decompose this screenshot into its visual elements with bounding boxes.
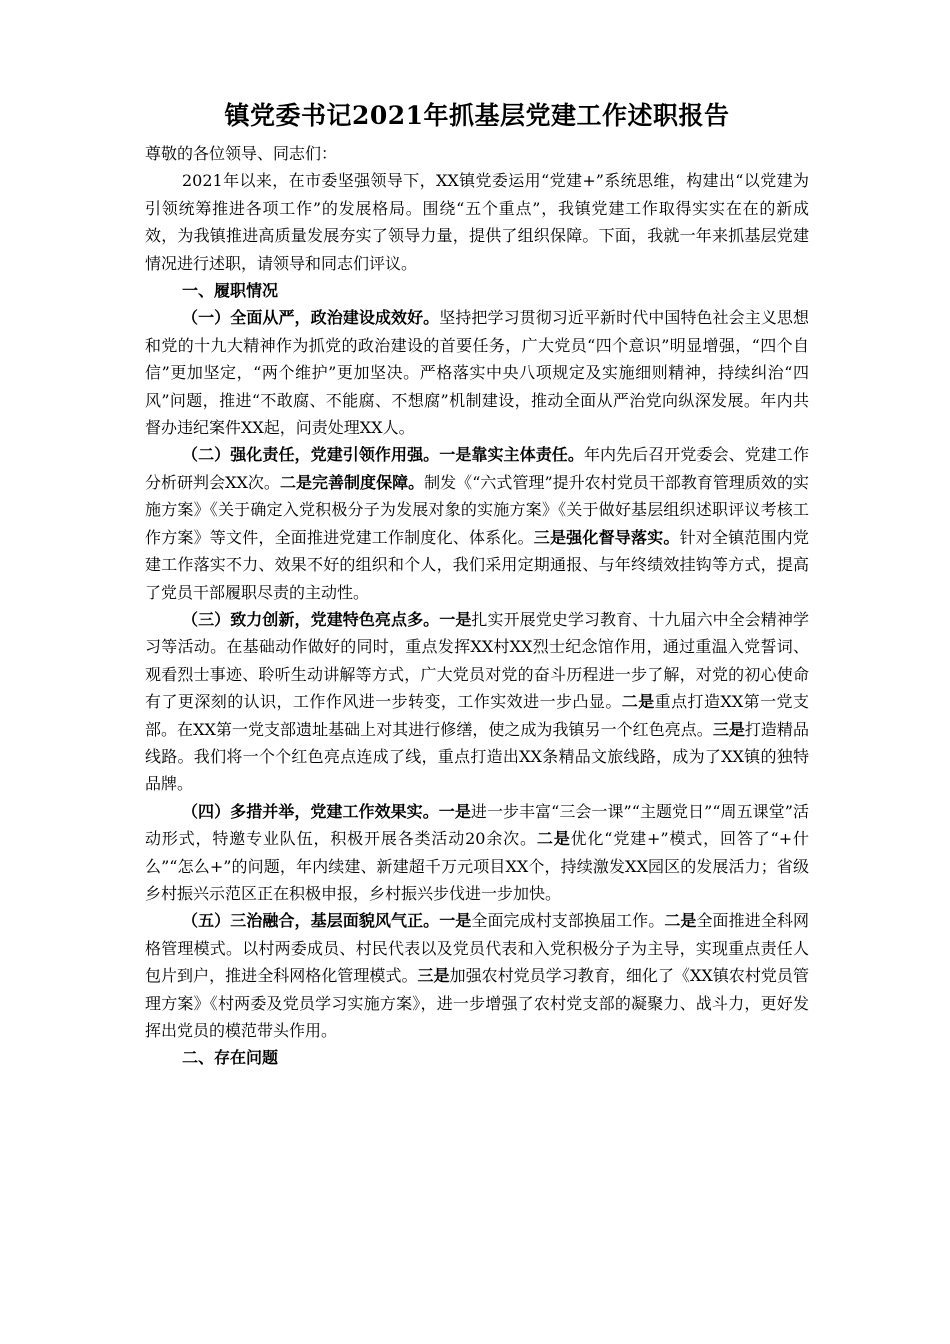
intro-paragraph: 2021年以来，在市委坚强领导下，XX镇党委运用“党建+”系统思维，构建出“以党建为引领统筹推进各项工作”的发展格局。围绕“五个重点”，我镇党建工作取得实实在在的新成效，为我镇推进高质量发展夯实了领导力量，提供了组织保障。下面，我就一年来抓基层党建情况进行述职，请领导和同志们评议。 <box>145 171 809 273</box>
keypoint-3: 三是强化督导落实。 <box>533 527 680 547</box>
paragraph-lead: （五）三治融合，基层面貌风气正。 <box>182 911 440 931</box>
keypoint-3-text: 打造精品线路。我们将一个个红色亮点连成了线，重点打造出XX条精品文旅线路，成为了XX镇的独特品牌。 <box>145 719 809 794</box>
keypoint-3-text: 加强农村党员学习教育，细化了《XX镇农村党员管理方案》《村两委及党员学习实施方案》，进一步增强了农村党支部的凝聚力、战斗力，更好发挥出党员的模范带头作用。 <box>145 966 809 1040</box>
keypoint-2-text: 制发《“六式管理”提升农村党员干部教育管理质效的实施方案》《关于确定入党积极分子为发展对象的实施方案》《关于做好基层组织述职评议考核工作方案》等文件，全面推进党建工作制度化、体系化。 <box>145 472 809 547</box>
keypoint-2-text: 重点打造XX第一党支部。在XX第一党支部遗址基础上对其进行修缮，使之成为我镇另一个红色亮点。 <box>145 692 809 739</box>
keypoint-1-text: 年内先后召开党委会、党建工作分析研判会XX次。 <box>145 445 809 492</box>
paragraph-responsibility <box>145 441 809 605</box>
keypoint-2-text: 全面推进全科网格管理模式。以村两委成员、村民代表以及党员代表和入党积极分子为主导，实现重点责任人包片到户，推进全科网格化管理模式。 <box>145 911 809 986</box>
paragraph-lead: （三）致力创新，党建特色亮点多。 <box>182 609 440 629</box>
keypoint-1-text: 扎实开展党史学习教育、十九届六中全会精神学习等活动。在基础动作做好的同时，重点发挥XX村XX烈士纪念馆作用，通过重温入党誓词、观看烈士事迹、聆听生动讲解等方式，广大党员对党的奋斗历程进一步了解，对党的初心使命有了更深刻的认识，工作作风进一步转变，工作实效进一步凸显。 <box>145 609 809 712</box>
paragraph-political-building <box>145 304 809 441</box>
paragraph-body: 坚持把学习贯彻习近平新时代中国特色社会主义思想和党的十九大精神作为抓党的政治建设的首要任务，广大党员“四个意识”明显增强，“四个自信”更加坚定，“两个维护”更加坚决。严格落实中央八项规定及实施细则精神，持续纠治“四风”问题，推进“不敢腐、不能腐、不想腐”机制建设，推动全面从严治党向纵深发展。年内共督办违纪案件XX起，问责处理XX人。 <box>145 308 809 438</box>
keypoint-2: 二是 <box>536 829 571 849</box>
paragraph-lead: （四）多措并举，党建工作效果实。 <box>182 801 439 821</box>
keypoint-2-text: 优化“党建+”模式，回答了“+什么”“怎么+”的问题，年内续建、新建超千万元项目XX个，持续激发XX园区的发展活力；省级乡村振兴示范区正在积极申报，乡村振兴步伐进一步加快。 <box>145 829 809 903</box>
keypoint-1-text: 全面完成村支部换届工作。 <box>471 911 665 931</box>
keypoint-2: 二是完善制度保障。 <box>279 472 425 492</box>
keypoint-3: 三是 <box>417 966 450 986</box>
paragraph-measures <box>145 798 809 908</box>
salutation: 尊敬的各位领导、同志们： <box>145 144 338 163</box>
keypoint-1-text: 进一步丰富“三会一课”“主题党日”“周五课堂”活动形式，特邀专业队伍，积极开展各类活动20余次。 <box>145 801 809 849</box>
keypoint-1: 一是 <box>439 609 472 629</box>
document-title: 镇党委书记2021年抓基层党建工作述职报告 <box>224 101 730 130</box>
paragraph-lead: （二）强化责任，党建引领作用强。 <box>182 445 440 465</box>
section-heading-problems: 二、存在问题 <box>182 1048 279 1068</box>
keypoint-2: 二是 <box>664 911 697 931</box>
section-heading-duties: 一、履职情况 <box>182 281 279 301</box>
keypoint-1: 一是靠实主体责任。 <box>439 445 584 465</box>
document-page <box>145 96 809 1072</box>
paragraph-lead: （一）全面从严，政治建设成效好。 <box>182 308 440 328</box>
keypoint-1: 一是 <box>438 801 471 821</box>
keypoint-3-text: 针对全镇范围内党建工作落实不力、效果不好的组织和个人，我们采用定期通报、与年终绩效挂钩等方式，提高了党员干部履职尽责的主动性。 <box>145 527 809 602</box>
paragraph-governance <box>145 907 809 1044</box>
keypoint-2: 二是 <box>621 692 655 712</box>
paragraph-innovation <box>145 606 809 798</box>
keypoint-3: 三是 <box>712 719 745 739</box>
keypoint-1: 一是 <box>439 911 472 931</box>
